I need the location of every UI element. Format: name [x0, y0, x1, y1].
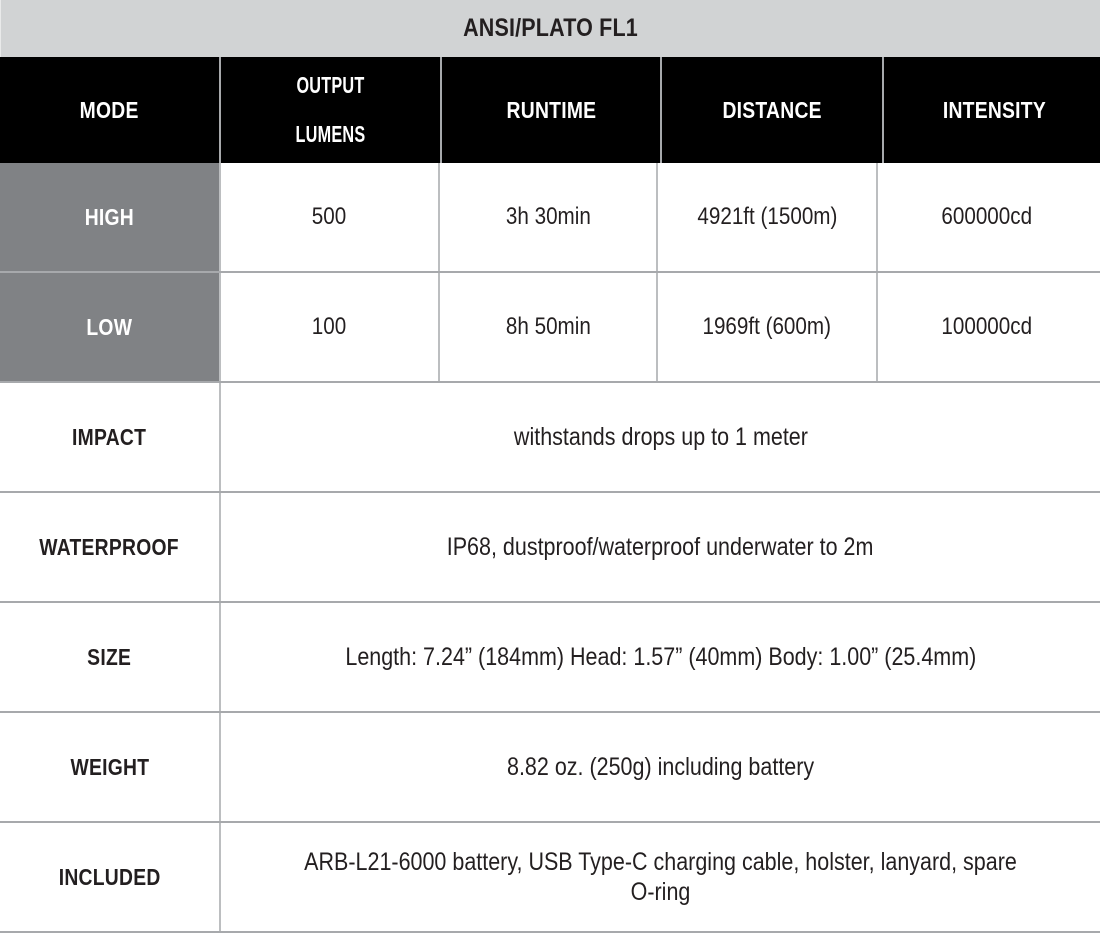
cell-high-output — [219, 163, 438, 271]
column-header-output-lumens — [221, 57, 440, 163]
column-header-mode-label: MODE — [80, 96, 139, 123]
column-header-output-lumens-label — [289, 73, 372, 147]
spec-value-weight — [219, 713, 1100, 821]
spec-value-size — [219, 603, 1100, 711]
cell-high-intensity — [876, 163, 1096, 271]
table-row — [0, 273, 1100, 383]
cell-low-output — [219, 273, 438, 381]
cell-high-runtime — [438, 163, 656, 271]
cell-high-distance-text: 4921ft (1500m) — [697, 203, 837, 230]
table-title: ANSI/PLATO FL1 — [462, 14, 638, 42]
spec-label-included — [0, 823, 219, 931]
table-title-bar — [0, 0, 1100, 57]
column-header-distance-label: DISTANCE — [722, 96, 822, 123]
column-header-output-line1: OUTPUT — [296, 71, 365, 98]
column-header-output-line2: LUMENS — [295, 121, 366, 148]
spec-label-impact — [0, 383, 219, 491]
spec-label-waterproof — [0, 493, 219, 601]
spec-label-impact-text: IMPACT — [72, 423, 147, 450]
column-header-intensity-label: INTENSITY — [942, 96, 1046, 123]
table-row — [0, 603, 1100, 713]
spec-value-included — [219, 823, 1100, 931]
mode-label-low-text: LOW — [86, 313, 133, 340]
table-row — [0, 493, 1100, 603]
column-header-intensity — [884, 57, 1100, 163]
cell-high-output-text: 500 — [312, 203, 347, 230]
table-row — [0, 163, 1100, 273]
column-header-runtime — [442, 57, 660, 163]
spec-label-weight — [0, 713, 219, 821]
table-row — [0, 383, 1100, 493]
spec-label-size-text: SIZE — [87, 643, 132, 670]
cell-low-distance-text: 1969ft (600m) — [702, 313, 832, 340]
spec-value-included-text: ARB-L21-6000 battery, USB Type-C charging cable, holster, lanyard, spare O-ring — [304, 847, 1017, 906]
spec-label-included-text: INCLUDED — [58, 863, 161, 890]
mode-label-high-text: HIGH — [84, 203, 135, 230]
cell-high-intensity-text: 600000cd — [941, 203, 1033, 230]
spec-value-weight-text: 8.82 oz. (250g) including battery — [506, 752, 815, 781]
cell-low-intensity — [876, 273, 1096, 381]
mode-label-low — [0, 273, 219, 381]
cell-high-distance — [656, 163, 876, 271]
column-header-mode — [0, 57, 219, 163]
spec-value-waterproof-text: IP68, dustproof/waterproof underwater to 2m — [447, 532, 874, 561]
table-row — [0, 713, 1100, 823]
spec-label-size — [0, 603, 219, 711]
mode-label-high — [0, 163, 219, 271]
column-header-distance — [662, 57, 882, 163]
cell-high-runtime-text: 3h 30min — [505, 203, 591, 230]
cell-low-runtime — [438, 273, 656, 381]
spec-value-impact-text: withstands drops up to 1 meter — [513, 422, 808, 451]
cell-low-distance — [656, 273, 876, 381]
cell-low-runtime-text: 8h 50min — [505, 313, 591, 340]
table-row — [0, 823, 1100, 933]
spec-value-waterproof — [219, 493, 1100, 601]
cell-low-output-text: 100 — [312, 313, 347, 340]
table-header-row — [0, 57, 1100, 163]
cell-low-intensity-text: 100000cd — [941, 313, 1033, 340]
column-header-runtime-label: RUNTIME — [506, 96, 596, 123]
spec-label-waterproof-text: WATERPROOF — [39, 533, 180, 560]
spec-label-weight-text: WEIGHT — [70, 753, 149, 780]
spec-value-size-text: Length: 7.24” (184mm) Head: 1.57” (40mm) Body: 1.00” (25.4mm) — [345, 642, 976, 671]
spec-value-impact — [219, 383, 1100, 491]
